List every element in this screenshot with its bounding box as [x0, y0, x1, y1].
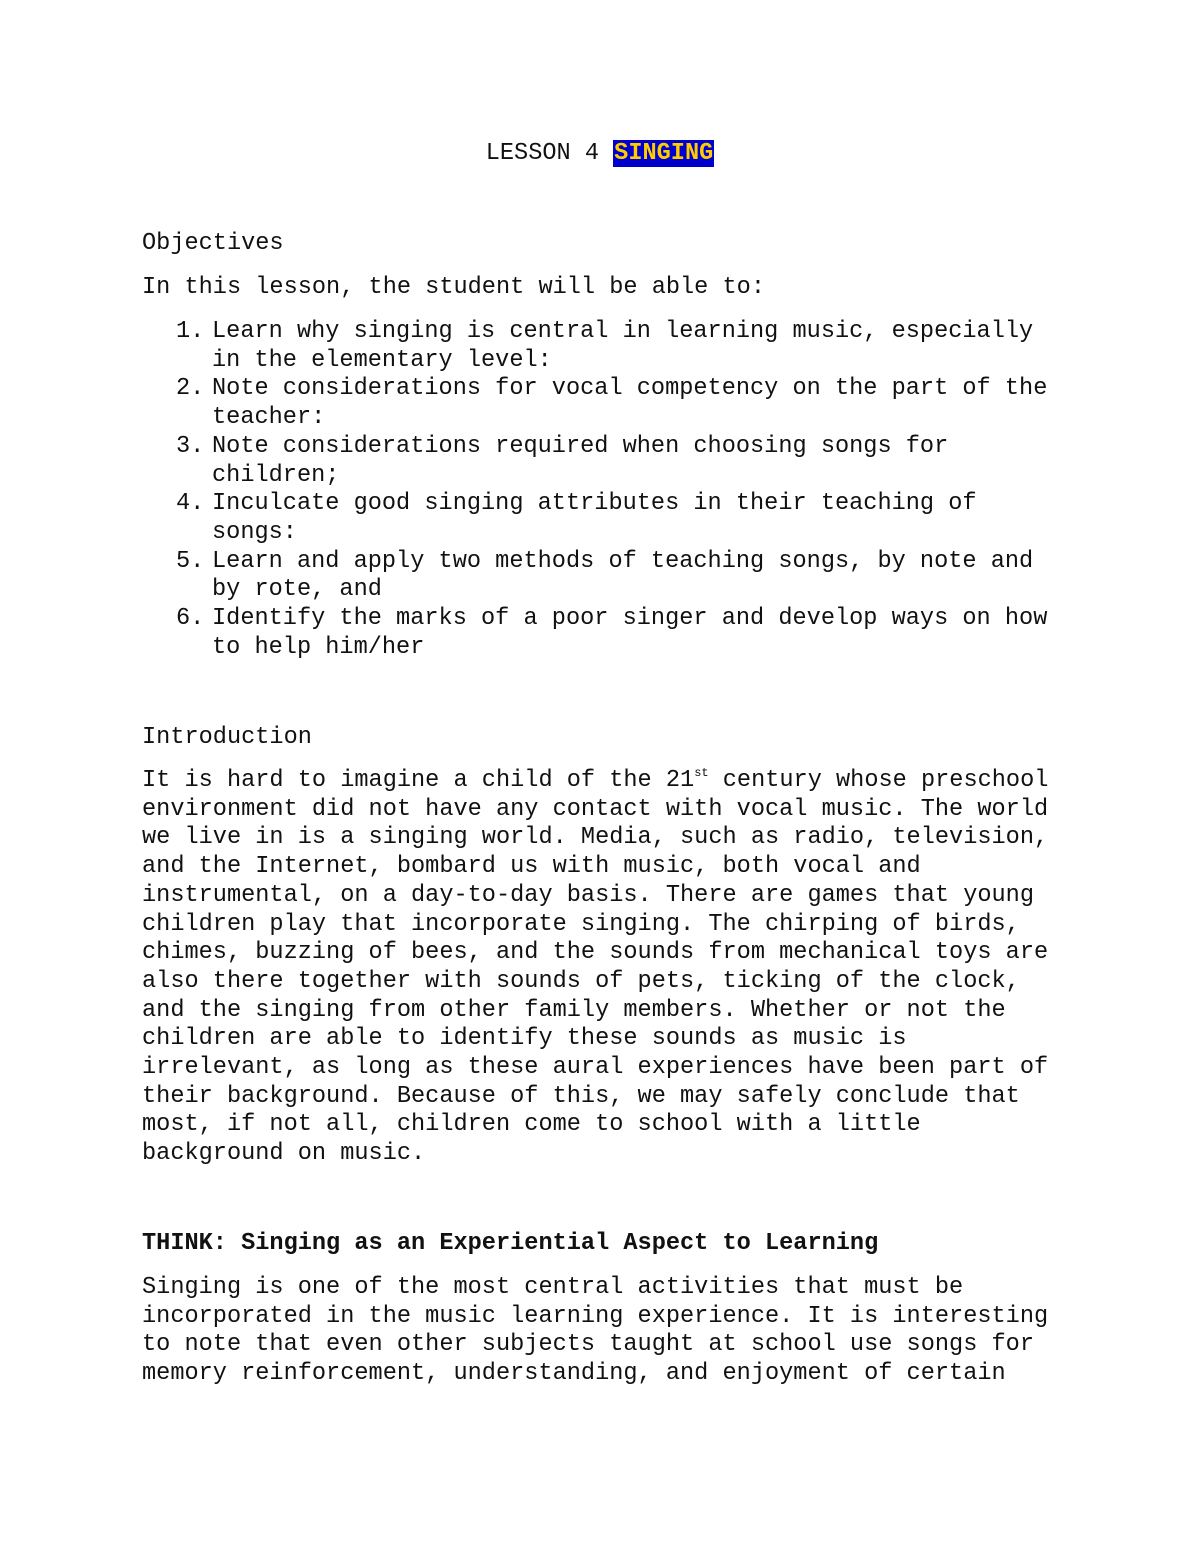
paragraph-line: background on music. — [142, 1140, 426, 1168]
list-item-line: songs: — [212, 518, 297, 546]
paragraph-line: children are able to identify these sounds as music is — [142, 1025, 907, 1053]
introduction-heading: Introduction — [142, 724, 312, 751]
paragraph-line: children play that incorporate singing. The chirping of birds, — [142, 910, 1020, 938]
paragraph-line: chimes, buzzing of bees, and the sounds from mechanical toys are — [142, 939, 1049, 967]
paragraph-line: and the singing from other family members. Whether or not the — [142, 996, 1006, 1024]
paragraph-line — [142, 767, 1048, 796]
list-item-line: by rote, and — [212, 576, 382, 604]
objectives-list — [142, 318, 1047, 662]
list-item-line: Learn and apply two methods of teaching songs, by note and — [212, 547, 1034, 575]
list-item-number: 1. — [176, 318, 205, 345]
list-item — [142, 548, 1047, 605]
paragraph-line: incorporated in the music learning experience. It is interesting — [142, 1302, 1049, 1330]
list-item-line: Note considerations for vocal competency on the part of the — [212, 375, 1048, 403]
paragraph-line: their background. Because of this, we may safely conclude that — [142, 1082, 1020, 1110]
list-item-number: 6. — [176, 605, 205, 633]
list-item-number: 2. — [176, 375, 205, 403]
list-item-line: Identify the marks of a poor singer and develop ways on how — [212, 605, 1048, 633]
paragraph-line: irrelevant, as long as these aural experiences have been part of — [142, 1054, 1049, 1082]
paragraph-line: also there together with sounds of pets, ticking of the clock, — [142, 967, 1020, 995]
objectives-intro: In this lesson, the student will be able to: — [142, 274, 765, 301]
paragraph-line: Singing is one of the most central activities that must be — [142, 1274, 964, 1301]
list-item-number: 4. — [176, 490, 205, 518]
paragraph-line: instrumental, on a day-to-day basis. There are games that young — [142, 881, 1034, 909]
list-item-line: Note considerations required when choosing songs for — [212, 432, 949, 460]
list-item — [142, 375, 1047, 432]
list-item-number: 3. — [176, 432, 205, 460]
paragraph-line: we live in is a singing world. Media, such as radio, television, — [142, 824, 1049, 852]
paragraph-line: environment did not have any contact with vocal music. The world — [142, 795, 1049, 823]
list-item-line: to help him/her — [212, 633, 425, 661]
paragraph-line: memory reinforcement, understanding, and enjoyment of certain — [142, 1360, 1006, 1388]
think-paragraph — [142, 1274, 1048, 1389]
list-item-line: in the elementary level: — [212, 346, 552, 374]
list-item-number: 5. — [176, 547, 205, 575]
objectives-heading: Objectives — [142, 230, 284, 257]
paragraph-line: and the Internet, bombard us with music, both vocal and — [142, 853, 921, 881]
list-item — [142, 490, 1047, 547]
list-item — [142, 605, 1047, 662]
introduction-paragraph — [142, 767, 1048, 1169]
list-item-line: Inculcate good singing attributes in their teaching of — [212, 490, 977, 518]
lesson-title — [0, 140, 1200, 168]
paragraph-line: most, if not all, children come to school with a little — [142, 1111, 921, 1139]
paragraph-line-end: century whose preschool — [708, 767, 1049, 794]
lesson-title-highlight: SINGING — [614, 140, 714, 167]
paragraph-line-start: It is hard to imagine a child of the 21 — [142, 767, 695, 794]
lesson-title-prefix: LESSON 4 — [485, 140, 614, 167]
list-item-line: children; — [212, 461, 340, 489]
paragraph-line: to note that even other subjects taught at school use songs for — [142, 1331, 1034, 1359]
think-heading: THINK: Singing as an Experiential Aspect to Learning — [142, 1230, 879, 1257]
list-item — [142, 318, 1047, 375]
list-item-line: Learn why singing is central in learning music, especially — [212, 318, 1034, 345]
list-item-line: teacher: — [212, 404, 326, 432]
list-item — [142, 433, 1047, 490]
ordinal-suffix: st — [694, 766, 709, 780]
